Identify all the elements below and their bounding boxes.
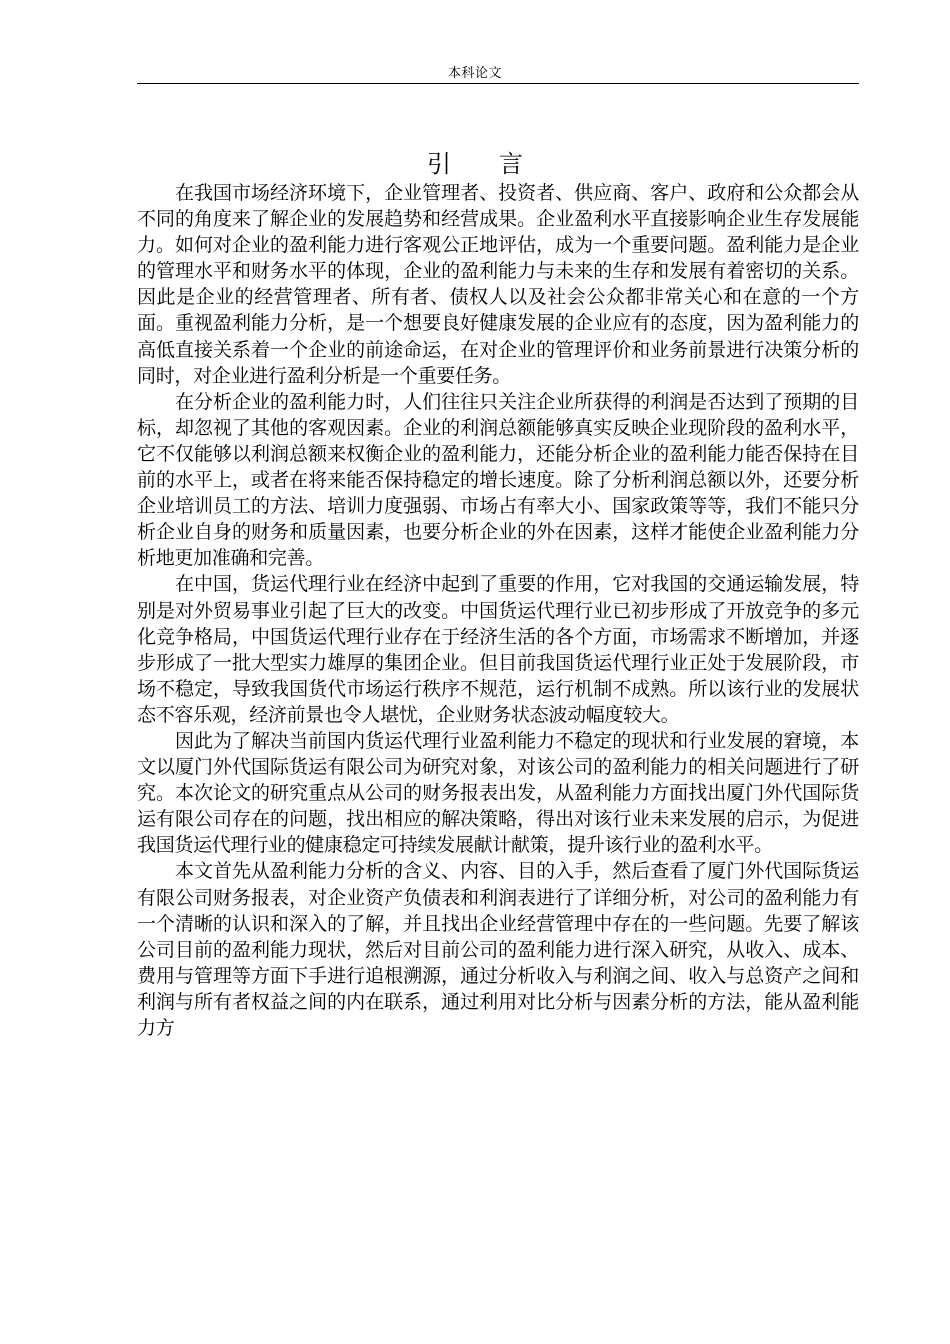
body-text	[137, 180, 859, 1041]
running-header: 本科论文	[447, 66, 502, 81]
header-divider	[137, 83, 859, 84]
paragraph: 在我国市场经济环境下，企业管理者、投资者、供应商、客户、政府和公众都会从不同的角度来了解企业的发展趋势和经营成果。企业盈利水平直接影响企业生存发展能力。如何对企业的盈利能力进行客观公正地评估，成为一个重要问题。盈利能力是企业的管理水平和财务水平的体现，企业的盈利能力与未来的生存和发展有着密切的关系。因此是企业的经营管理者、所有者、债权人以及社会公众都非常关心和在意的一个方面。重视盈利能力分析，是一个想要良好健康发展的企业应有的态度，因为盈利能力的高低直接关系着一个企业的前途命运，在对企业的管理评价和业务前景进行决策分析的同时，对企业进行盈利分析是一个重要任务。	[137, 182, 859, 387]
paragraph: 本文首先从盈利能力分析的含义、内容、目的入手，然后查看了厦门外代国际货运有限公司财务报表，对企业资产负债表和利润表进行了详细分析，对公司的盈利能力有一个清晰的认识和深入的了解，并且找出企业经营管理中存在的一些问题。先要了解该公司目前的盈利能力现状，然后对目前公司的盈利能力进行深入研究，从收入、成本、费用与管理等方面下手进行追根溯源，通过分析收入与利润之间、收入与总资产之间和利润与所有者权益之间的内在联系，通过利用对比分析与因素分析的方法，能从盈利能力方	[137, 860, 859, 1039]
paragraph: 在分析企业的盈利能力时，人们往往只关注企业所获得的利润是否达到了预期的目标，却忽视了其他的客观因素。企业的利润总额能够真实反映企业现阶段的盈利水平，它不仅能够以利润总额来权衡企业的盈利能力，还能分析企业的盈利能力能否保持在目前的水平上，或者在将来能否保持稳定的增长速度。除了分析利润总额以外，还要分析企业培训员工的方法、培训力度强弱、市场占有率大小、国家政策等等，我们不能只分析企业自身的财务和质量因素，也要分析企业的外在因素，这样才能使企业盈利能力分析地更加准确和完善。	[137, 390, 859, 570]
paragraph: 因此为了解决当前国内货运代理行业盈利能力不稳定的现状和行业发展的窘境，本文以厦门外代国际货运有限公司为研究对象，对该公司的盈利能力的相关问题进行了研究。本次论文的研究重点从公司的财务报表出发，从盈利能力方面找出厦门外代国际货运有限公司存在的问题，找出相应的解决策略，得出对该行业未来发展的启示，为促进我国货运代理行业的健康稳定可持续发展献计献策，提升该行业的盈利水平。	[137, 729, 859, 857]
paragraph: 在中国，货运代理行业在经济中起到了重要的作用，它对我国的交通运输发展，特别是对外贸易事业引起了巨大的改变。中国货运代理行业已初步形成了开放竞争的多元化竞争格局，中国货运代理行业存在于经济生活的各个方面，市场需求不断增加，并逐步形成了一批大型实力雄厚的集团企业。但目前我国货运代理行业正处于发展阶段，市场不稳定，导致我国货代市场运行秩序不规范，运行机制不成熟。所以该行业的发展状态不容乐观，经济前景也令人堪忧，企业财务状态波动幅度较大。	[137, 573, 859, 726]
section-title: 引言	[427, 150, 571, 178]
